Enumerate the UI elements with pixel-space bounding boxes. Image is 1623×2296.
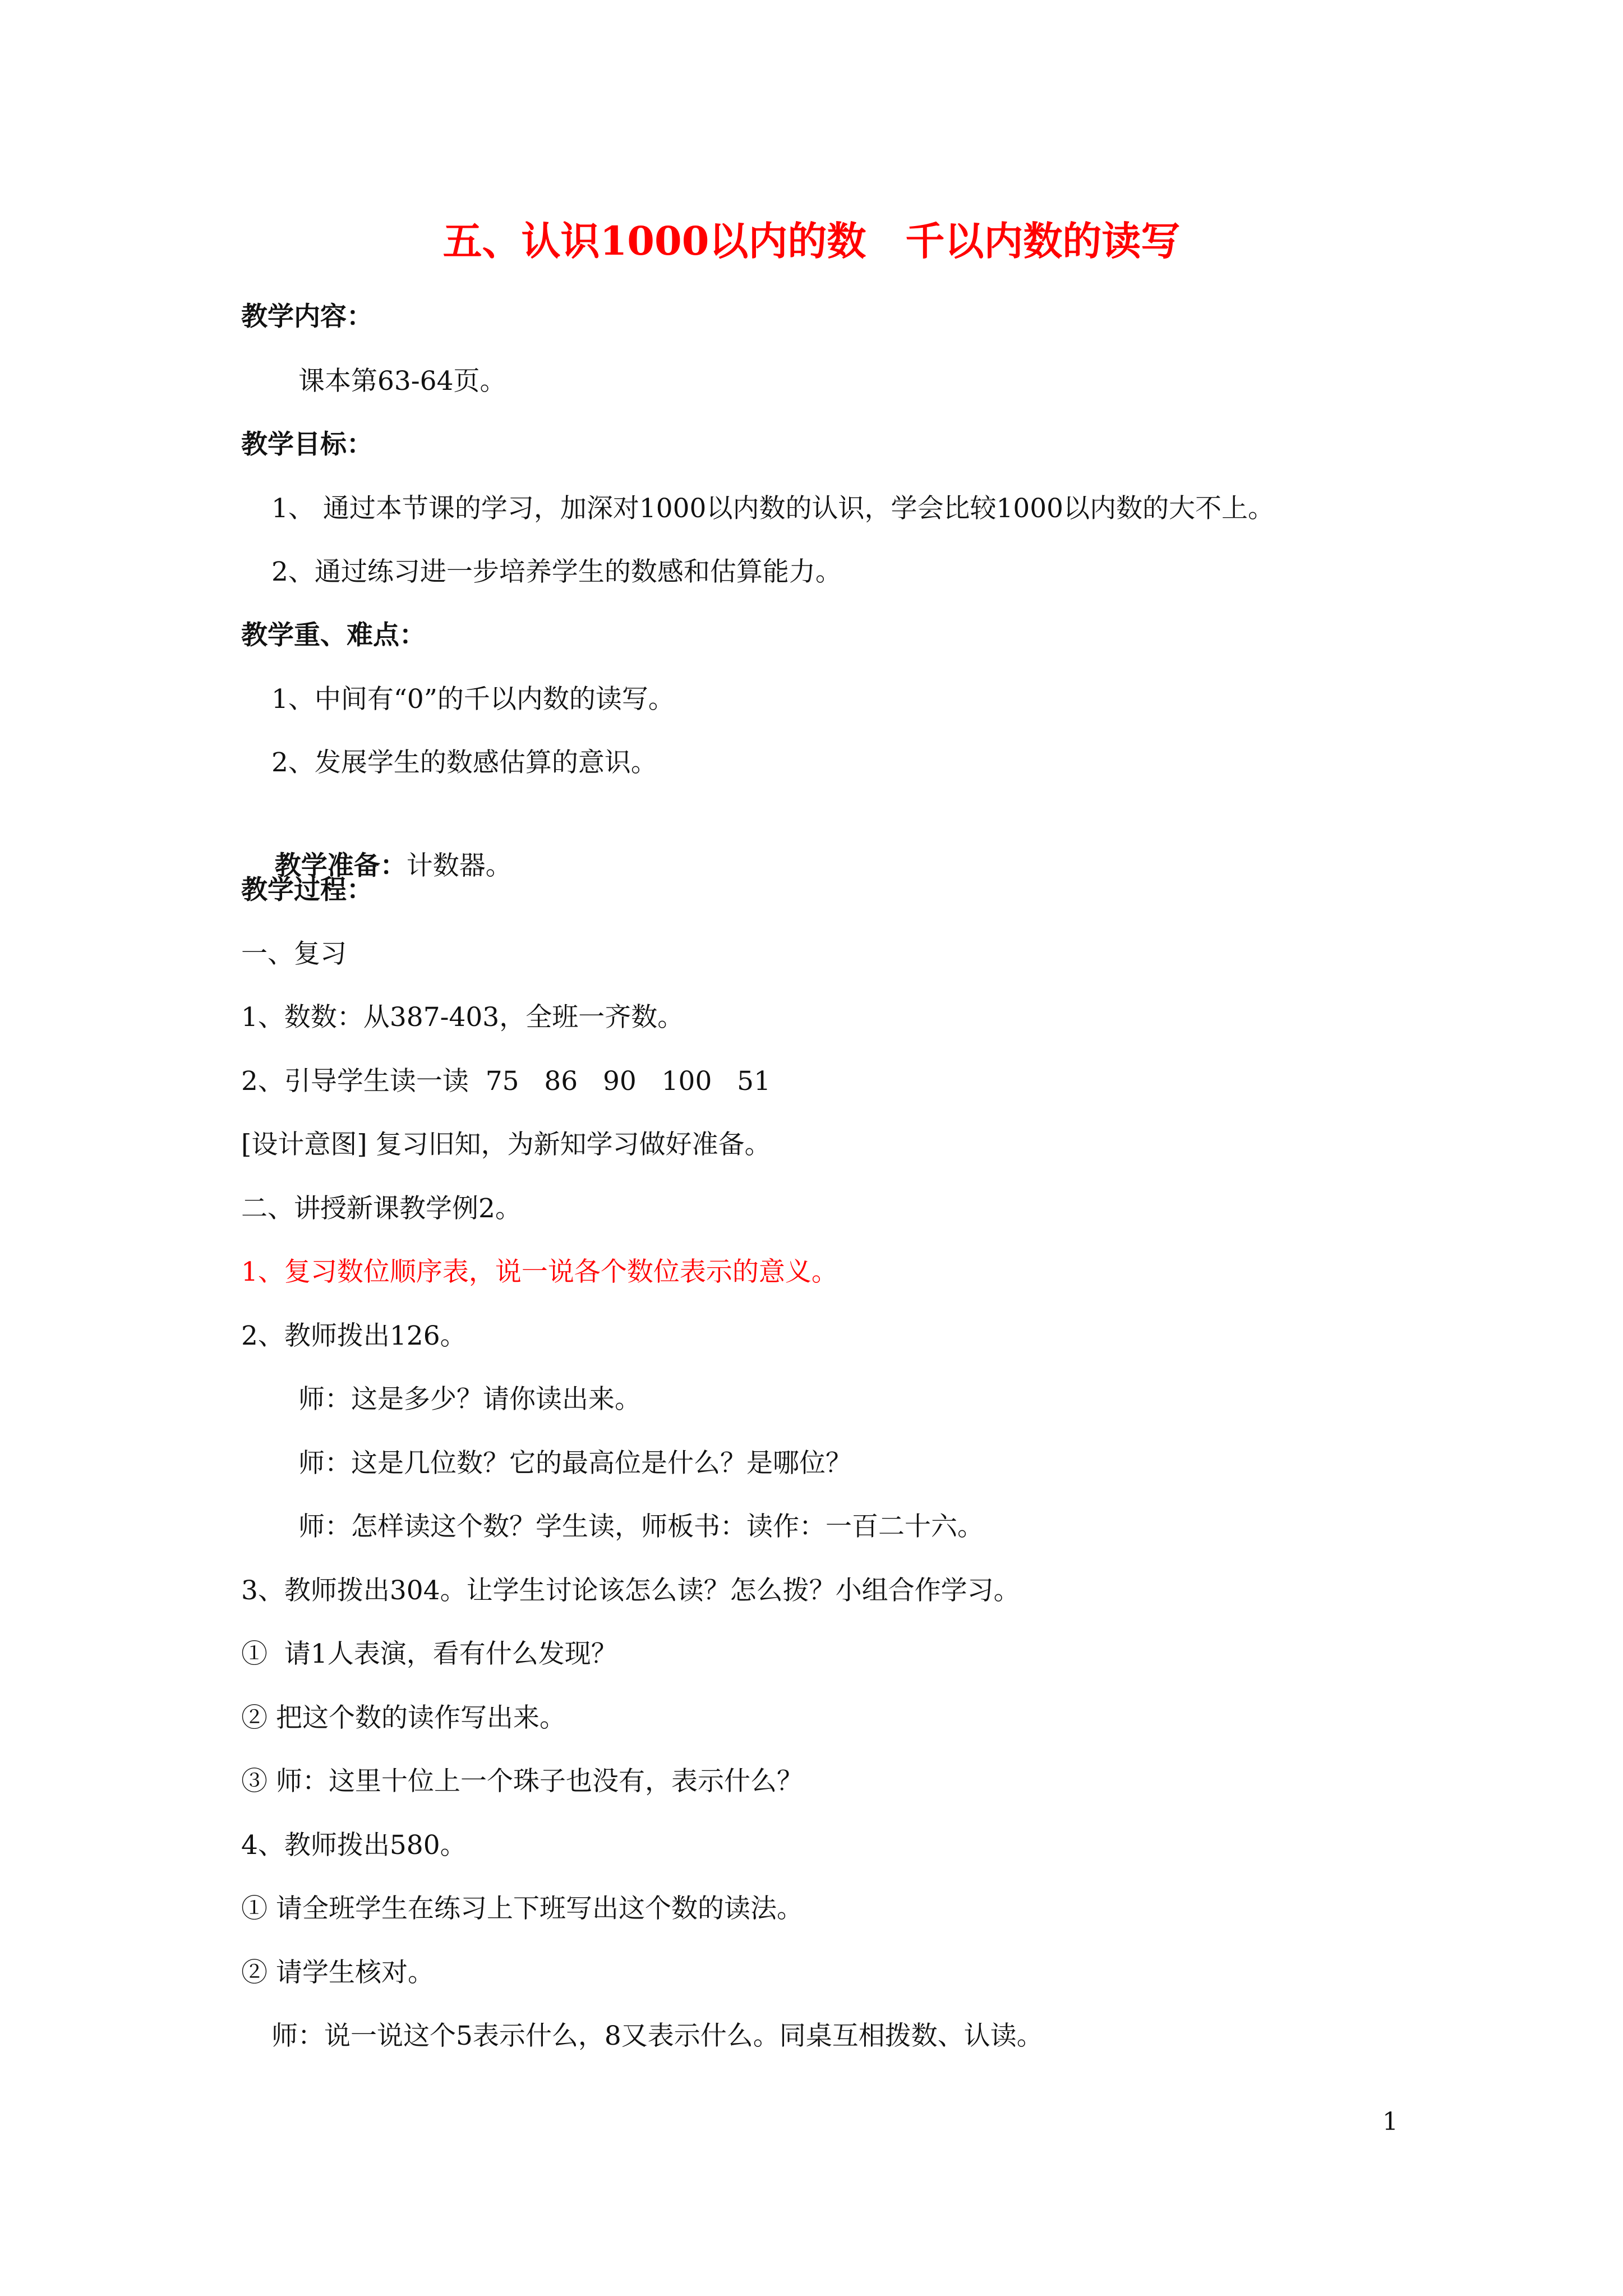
design-intent: [设计意图] 复习旧知，为新知学习做好准备。	[241, 1129, 771, 1160]
goals-label: 教学目标：	[241, 429, 373, 460]
review-item-2: 2、引导学生读一读 75 86 90 100 51	[241, 1066, 771, 1097]
circled-item-2: ② 把这个数的读作写出来。	[241, 1703, 566, 1733]
new-lesson-item-4: 4、教师拨出580。	[241, 1830, 467, 1861]
new-lesson-item-3: 3、教师拨出304。让学生讨论该怎么读？怎么拨？小组合作学习。	[241, 1575, 1020, 1606]
circled-item-1: ① 请1人表演，看有什么发现？	[241, 1639, 617, 1669]
teacher-line-3: 师：怎样读这个数？学生读，师板书：读作：一百二十六。	[298, 1511, 984, 1542]
key-point-2: 2、发展学生的数感估算的意识。	[271, 747, 657, 778]
process-label: 教学过程：	[241, 875, 373, 905]
goal-2: 2、通过练习进一步培养学生的数感和估算能力。	[271, 556, 842, 587]
section-review: 一、复习	[241, 938, 347, 969]
key-point-1: 1、中间有“0”的千以内数的读写。	[271, 684, 675, 715]
circled-item-3: ③ 师：这里十位上一个珠子也没有，表示什么？	[241, 1766, 803, 1797]
content-label: 教学内容：	[241, 301, 373, 332]
circled-item-5: ② 请学生核对。	[241, 1957, 434, 1988]
review-item-1: 1、数数：从387-403，全班一齐数。	[241, 1002, 684, 1033]
new-lesson-item-2: 2、教师拨出126。	[241, 1320, 467, 1351]
goal-1: 1、 通过本节课的学习，加深对1000以内数的认识，学会比较1000以内数的大不上。	[271, 493, 1275, 524]
teacher-line-4: 师：说一说这个5表示什么，8又表示什么。同桌互相拨数、认读。	[271, 2021, 1043, 2051]
new-lesson-item-1: 1、复习数位顺序表，说一说各个数位表示的意义。	[241, 1257, 838, 1287]
key-points-label: 教学重、难点：	[241, 620, 426, 651]
section-new-lesson: 二、讲授新课教学例2。	[241, 1193, 522, 1224]
preparation-label: 教学准备：	[274, 850, 407, 881]
teacher-line-2: 师：这是几位数？它的最高位是什么？是哪位？	[298, 1448, 852, 1479]
page-title: 五、认识1000以内的数 千以内数的读写	[442, 218, 1181, 264]
content-text: 课本第63-64页。	[298, 366, 506, 397]
circled-item-4: ① 请全班学生在练习上下班写出这个数的读法。	[241, 1893, 803, 1924]
preparation-text: 计数器。	[406, 850, 512, 881]
teacher-line-1: 师：这是多少？请你读出来。	[298, 1384, 641, 1415]
page-number: 1	[1382, 2108, 1398, 2136]
